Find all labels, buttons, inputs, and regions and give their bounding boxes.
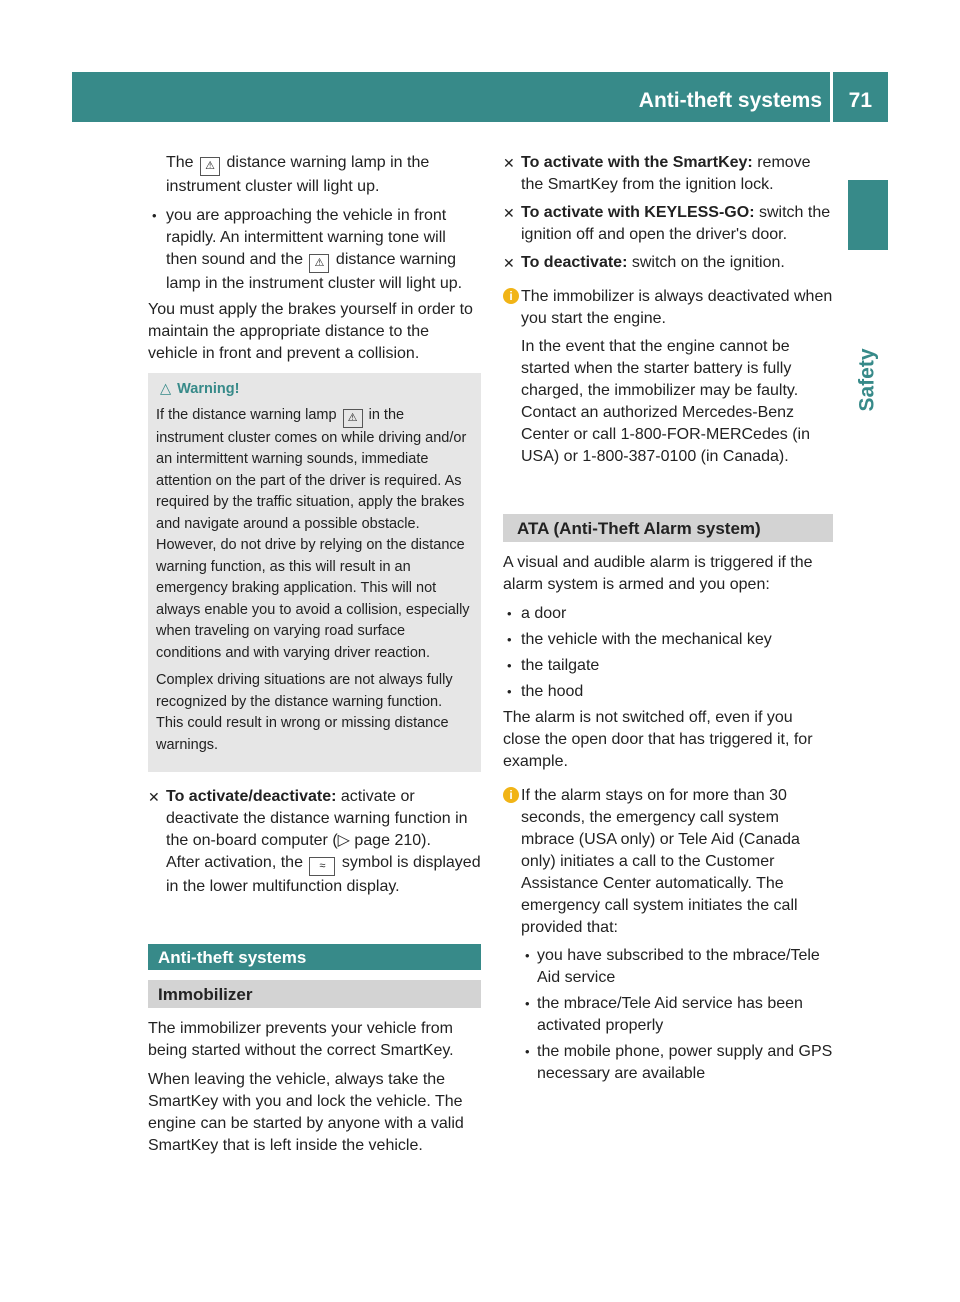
step-arrow-icon: ✕ (148, 789, 160, 805)
header-divider (830, 72, 833, 122)
paragraph: When leaving the vehicle, always take the SmartKey with you and lock the vehicle. The engine can be started by anyone with a valid SmartKey that is left inside the vehicle. (148, 1071, 464, 1154)
warning-title-text: Warning! (177, 381, 240, 397)
step-item (503, 152, 833, 196)
left-column (148, 152, 481, 1164)
info-note (503, 286, 833, 468)
text: remove the SmartKey from the ignition lock. (521, 154, 811, 193)
info-icon: i (503, 787, 519, 803)
text: switch the ignition off and open the driver's door. (521, 204, 831, 243)
text: symbol is displayed in the lower multifunction display. (166, 854, 481, 895)
text: distance warning lamp in the instrument cluster will light up. (166, 154, 430, 195)
info-text: In the event that the engine cannot be started when the starter battery is fully charged, the immobilizer may be faulty. Contact an authorized Mercedes-Benz Center or call 1-800-FOR-MERCedes (in USA) or 1-800-387-0100 (in Canada). (521, 338, 810, 465)
info-icon: i (503, 288, 519, 304)
text: After activation, the (166, 854, 303, 871)
text: in the instrument cluster comes on while driving and/or an intermittent warning sounds, immediate attention on the part of the driver is required. As required by the traffic situation, apply the brakes and navigate around a possible obstacle. However, do not drive by relying on the distance warning function, as this will result in an emergency braking application. This will not always enable you to avoid a collision, especially when traveling on varying road surface conditions and with varying driver reaction. (156, 406, 470, 661)
distance-warning-symbol-icon: ≈ (309, 857, 335, 876)
paragraph: The immobilizer prevents your vehicle from being started without the correct SmartKey. (148, 1020, 454, 1059)
warning-title (156, 379, 473, 401)
step-label: To activate with KEYLESS-GO: (521, 204, 755, 221)
list-item: • you have subscribed to the mbrace/Tele Aid service (521, 945, 833, 989)
warning-triangle-icon: △ (160, 381, 172, 397)
distance-warning-lamp-icon: ⚠ (200, 157, 220, 176)
text: distance warning lamp in the instrument cluster will light up. (166, 251, 463, 292)
header-title: Anti-theft systems (638, 89, 822, 112)
text: switch on the ignition. (631, 254, 785, 271)
subsection-heading: ATA (Anti-Theft Alarm system) (503, 514, 833, 542)
list-item: • the tailgate (503, 655, 833, 677)
distance-warning-lamp-icon: ⚠ (343, 409, 363, 428)
step-label: To deactivate: (521, 254, 628, 271)
distance-warning-lamp-icon: ⚠ (309, 254, 329, 273)
page-header (72, 72, 888, 122)
info-text: If the alarm stays on for more than 30 seconds, the emergency call system mbrace (USA only) or Tele Aid (Canada only) initiates a call to the Customer Assistance Center automatically. The emergency call system initiates the call provided that: (521, 787, 800, 936)
step-label: To activate/deactivate: (166, 788, 337, 805)
warning-text (156, 405, 473, 665)
step-arrow-icon: ✕ (503, 155, 515, 171)
list-item: • the mobile phone, power supply and GPS necessary are available (521, 1041, 833, 1085)
warning-box (148, 373, 481, 772)
step-item (148, 786, 481, 898)
page-number: 71 (848, 89, 872, 112)
info-note (503, 785, 833, 1085)
step-arrow-icon: ✕ (503, 255, 515, 271)
side-tab (848, 180, 888, 250)
text: you are approaching the vehicle in front rapidly. An intermittent warning tone will then sound and the (166, 207, 447, 268)
text: activate or deactivate the distance warning function in the on-board computer ( (166, 788, 468, 849)
warning-text: Complex driving situations are not always fully recognized by the distance warning function. This could result in wrong or missing distance warnings. (156, 672, 453, 753)
text: If the distance warning lamp (156, 406, 337, 423)
list-item: • the vehicle with the mechanical key (503, 629, 833, 651)
text: The (166, 154, 194, 171)
side-label-text: Safety (856, 348, 879, 412)
step-item (503, 202, 833, 246)
step-item (503, 252, 833, 274)
page-reference-arrow-icon: ▷ (337, 832, 350, 849)
step-arrow-icon: ✕ (503, 205, 515, 221)
list-item: • the hood (503, 681, 833, 703)
subsection-heading: Immobilizer (148, 980, 481, 1008)
info-text: The immobilizer is always deactivated when you start the engine. (521, 288, 833, 327)
side-label (848, 340, 888, 420)
list-item: • the mbrace/Tele Aid service has been activated properly (521, 993, 833, 1037)
page-reference[interactable]: page 210). (354, 832, 431, 849)
right-column (503, 152, 833, 1089)
paragraph: A visual and audible alarm is triggered if the alarm system is armed and you open: (503, 554, 813, 593)
list-item (148, 205, 481, 295)
paragraph: You must apply the brakes yourself in order to maintain the appropriate distance to the vehicle in front and prevent a collision. (148, 301, 473, 362)
paragraph (148, 152, 481, 198)
section-heading: Anti-theft systems (148, 944, 481, 970)
list-item: • a door (503, 603, 833, 625)
step-label: To activate with the SmartKey: (521, 154, 753, 171)
paragraph: The alarm is not switched off, even if you close the open door that has triggered it, for example. (503, 709, 813, 770)
